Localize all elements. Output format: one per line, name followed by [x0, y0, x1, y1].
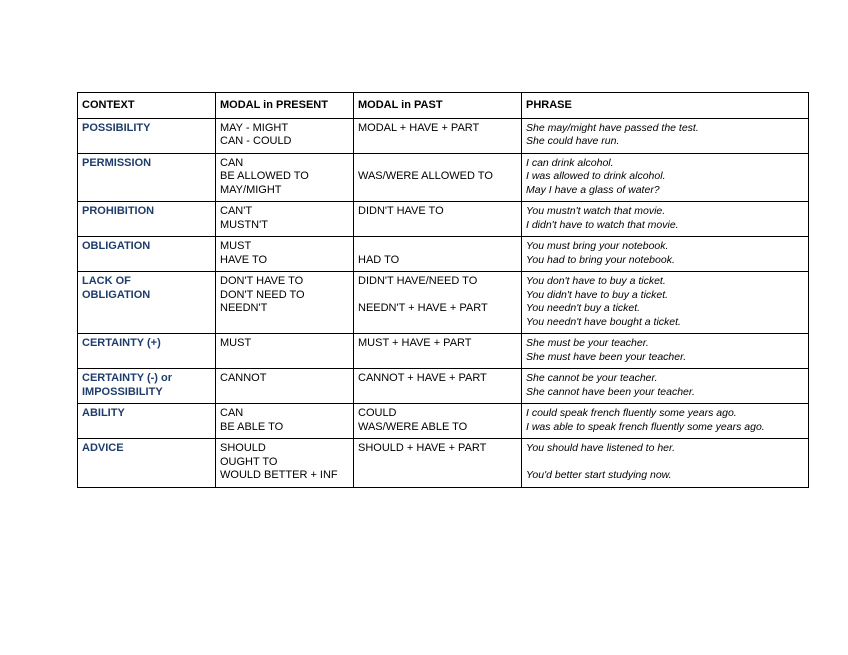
modal-present-cell-line: CANNOT — [220, 372, 267, 384]
phrase-cell-line: May I have a glass of water? — [526, 183, 660, 196]
phrase-cell-line: She could have run. — [526, 135, 620, 147]
modal-present-cell — [216, 404, 354, 439]
table-row — [78, 153, 809, 202]
modal-past-cell — [354, 202, 522, 237]
modal-past-cell — [354, 439, 522, 488]
phrase-cell-line: She may/might have passed the test. — [526, 121, 699, 134]
phrase-cell-line: I was allowed to drink alcohol. — [526, 170, 666, 182]
modal-past-cell-line: DIDN'T HAVE TO — [358, 205, 444, 217]
modal-present-cell-line: MAY - MIGHT — [220, 121, 289, 134]
modal-present-cell — [216, 272, 354, 334]
phrase-cell-line: I didn't have to watch that movie. — [526, 218, 679, 231]
modal-present-cell-line: BE ALLOWED TO — [220, 170, 309, 182]
modal-past-cell-line: SHOULD + HAVE + PART — [358, 442, 487, 454]
modal-past-cell-line: WAS/WERE ABLE TO — [358, 420, 468, 433]
table-row — [78, 334, 809, 369]
context-cell-line: CERTAINTY (+) — [82, 337, 161, 349]
header-modal-past: MODAL in PAST — [354, 93, 522, 119]
modal-past-cell — [354, 237, 522, 272]
context-cell-line: PROHIBITION — [82, 205, 155, 217]
phrase-cell-line: She cannot be your teacher. — [526, 372, 658, 384]
modal-present-cell-line: CAN — [220, 407, 244, 419]
modal-verbs-table — [77, 92, 809, 488]
modal-present-cell-line: OUGHT TO — [220, 455, 278, 468]
context-cell-line: POSSIBILITY — [82, 121, 151, 134]
modal-past-cell — [354, 334, 522, 369]
context-cell-line: OBLIGATION — [82, 240, 151, 252]
modal-present-cell — [216, 369, 354, 404]
header-phrase: PHRASE — [522, 93, 809, 119]
context-cell-line: LACK OF — [82, 275, 131, 287]
table-row — [78, 202, 809, 237]
modal-past-cell — [354, 272, 522, 334]
phrase-cell-line: You needn't buy a ticket. — [526, 302, 641, 314]
modal-past-cell — [354, 404, 522, 439]
modal-present-cell-line: NEEDN'T — [220, 302, 268, 314]
modal-past-cell-line: MODAL + HAVE + PART — [358, 121, 480, 134]
context-cell — [78, 118, 216, 153]
phrase-cell-line: You needn't have bought a ticket. — [526, 315, 681, 328]
phrase-cell — [522, 153, 809, 202]
modal-present-cell-line: DON'T HAVE TO — [220, 275, 304, 287]
phrase-cell — [522, 272, 809, 334]
phrase-cell — [522, 237, 809, 272]
modal-present-cell-line: WOULD BETTER + INF — [220, 469, 338, 481]
table-row — [78, 237, 809, 272]
modal-past-cell-line: WAS/WERE ALLOWED TO — [358, 170, 493, 182]
phrase-cell — [522, 404, 809, 439]
modal-past-cell-line — [358, 289, 517, 303]
table-header-row — [78, 93, 809, 119]
modal-present-cell-line: MUSTN'T — [220, 218, 268, 231]
modal-present-cell — [216, 237, 354, 272]
modal-past-cell-line: NEEDN'T + HAVE + PART — [358, 302, 488, 314]
modal-present-cell-line: BE ABLE TO — [220, 420, 284, 433]
modal-present-cell-line: MAY/MIGHT — [220, 183, 282, 196]
modal-present-cell — [216, 334, 354, 369]
phrase-cell-line — [526, 456, 804, 470]
context-cell-line: IMPOSSIBILITY — [82, 385, 163, 398]
context-cell — [78, 369, 216, 404]
phrase-cell-line: She cannot have been your teacher. — [526, 385, 695, 398]
modal-present-cell-line: HAVE TO — [220, 253, 268, 266]
phrase-cell-line: You don't have to buy a ticket. — [526, 275, 666, 287]
context-cell — [78, 153, 216, 202]
phrase-cell — [522, 439, 809, 488]
table-row — [78, 439, 809, 488]
phrase-cell-line: She must be your teacher. — [526, 337, 649, 349]
phrase-cell-line: I could speak french fluently some years ago. — [526, 407, 737, 419]
table-row — [78, 272, 809, 334]
phrase-cell-line: You must bring your notebook. — [526, 240, 669, 252]
phrase-cell-line: You had to bring your notebook. — [526, 253, 675, 266]
modal-past-cell-line: DIDN'T HAVE/NEED TO — [358, 275, 478, 287]
modal-past-cell-line — [358, 157, 517, 171]
context-cell-line: ADVICE — [82, 442, 124, 454]
table-row — [78, 118, 809, 153]
phrase-cell-line: You'd better start studying now. — [526, 469, 672, 481]
context-cell-line: ABILITY — [82, 407, 125, 419]
phrase-cell — [522, 118, 809, 153]
modal-past-cell-line: COULD — [358, 407, 397, 419]
context-cell — [78, 237, 216, 272]
phrase-cell-line: You mustn't watch that movie. — [526, 205, 666, 217]
header-context: CONTEXT — [78, 93, 216, 119]
modal-present-cell-line: CAN — [220, 156, 244, 169]
table-row — [78, 404, 809, 439]
phrase-cell — [522, 369, 809, 404]
phrase-cell-line: I was able to speak french fluently some years ago. — [526, 420, 765, 433]
context-cell-line: PERMISSION — [82, 156, 152, 169]
context-cell-line: CERTAINTY (-) or — [82, 372, 173, 384]
modal-present-cell-line: CAN'T — [220, 205, 253, 217]
context-cell — [78, 202, 216, 237]
phrase-cell-line: You should have listened to her. — [526, 442, 676, 454]
modal-past-cell — [354, 153, 522, 202]
modal-present-cell — [216, 153, 354, 202]
modal-present-cell — [216, 202, 354, 237]
modal-past-cell-line: CANNOT + HAVE + PART — [358, 372, 487, 384]
table-row — [78, 369, 809, 404]
context-cell — [78, 404, 216, 439]
context-cell — [78, 334, 216, 369]
header-modal-present: MODAL in PRESENT — [216, 93, 354, 119]
modal-past-cell-line: MUST + HAVE + PART — [358, 337, 472, 349]
modal-present-cell-line: MUST — [220, 240, 252, 252]
modal-present-cell-line: MUST — [220, 337, 252, 349]
context-cell — [78, 439, 216, 488]
modal-present-cell-line: SHOULD — [220, 442, 266, 454]
modal-past-cell — [354, 369, 522, 404]
context-cell-line: OBLIGATION — [82, 288, 151, 301]
phrase-cell — [522, 202, 809, 237]
modal-past-cell — [354, 118, 522, 153]
modal-present-cell — [216, 439, 354, 488]
context-cell — [78, 272, 216, 334]
phrase-cell-line: I can drink alcohol. — [526, 156, 614, 169]
modal-present-cell — [216, 118, 354, 153]
modal-past-cell-line — [358, 240, 517, 254]
phrase-cell-line: You didn't have to buy a ticket. — [526, 288, 669, 301]
phrase-cell-line: She must have been your teacher. — [526, 350, 687, 363]
modal-present-cell-line: DON'T NEED TO — [220, 288, 305, 301]
modal-past-cell-line: HAD TO — [358, 253, 400, 266]
table-body — [78, 118, 809, 487]
phrase-cell — [522, 334, 809, 369]
modal-present-cell-line: CAN - COULD — [220, 135, 292, 147]
